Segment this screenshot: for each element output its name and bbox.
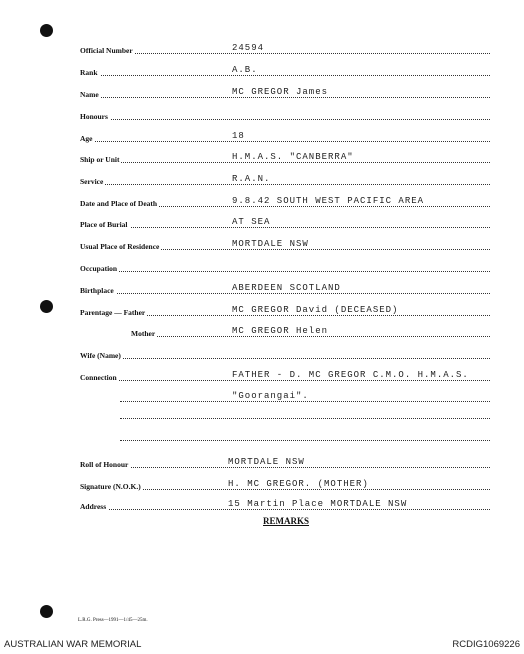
connection-blank-line-1: [120, 417, 490, 419]
birthplace-value: ABERDEEN SCOTLAND: [232, 283, 341, 293]
birthplace-label: Birthplace: [80, 286, 114, 295]
residence-row: [80, 237, 490, 251]
occupation-row: [80, 259, 490, 273]
connection-row: [80, 368, 490, 382]
name-value: MC GREGOR James: [232, 87, 329, 97]
ship-label: Ship or Unit: [80, 155, 120, 164]
connection-row-2: [120, 389, 490, 403]
connection-value: FATHER - D. MC GREGOR C.M.O. H.M.A.S.: [232, 370, 469, 380]
burial-row: [80, 215, 490, 229]
name-label: Name: [80, 90, 99, 99]
punch-hole-top: [40, 24, 53, 37]
official-number-label: Official Number: [80, 46, 133, 55]
official-number-value: 24594: [232, 43, 265, 53]
service-value: R.A.N.: [232, 174, 271, 184]
birthplace-row: [80, 281, 490, 295]
roll-label: Roll of Honour: [80, 460, 129, 469]
wife-row: [80, 346, 490, 360]
roll-value: MORTDALE NSW: [228, 457, 305, 467]
signature-value: H. MC GREGOR. (MOTHER): [228, 479, 369, 489]
rank-row: [80, 63, 490, 77]
occupation-label: Occupation: [80, 264, 118, 273]
burial-value: AT SEA: [232, 217, 271, 227]
rank-value: A.B.: [232, 65, 258, 75]
ship-row: [80, 150, 490, 164]
wife-label: Wife (Name): [80, 351, 121, 360]
punch-hole-middle: [40, 300, 53, 313]
punch-hole-bottom: [40, 605, 53, 618]
connection-blank-line-2: [120, 439, 490, 441]
ship-value: H.M.A.S. "CANBERRA": [232, 152, 354, 162]
address-value: 15 Martin Place MORTDALE NSW: [228, 499, 408, 509]
residence-label: Usual Place of Residence: [80, 242, 160, 251]
honours-label: Honours: [80, 112, 108, 121]
signature-row: [80, 477, 490, 491]
rank-label: Rank: [80, 68, 98, 77]
father-row: [80, 303, 490, 317]
roll-row: [80, 455, 490, 469]
death-value: 9.8.42 SOUTH WEST PACIFIC AREA: [232, 196, 425, 206]
address-label: Address: [80, 502, 107, 511]
name-row: [80, 85, 490, 99]
signature-label: Signature (N.O.K.): [80, 482, 141, 491]
age-value: 18: [232, 131, 245, 141]
footer-left: AUSTRALIAN WAR MEMORIAL: [4, 639, 142, 650]
connection-label: Connection: [80, 373, 117, 382]
age-row: [80, 129, 490, 143]
mother-value: MC GREGOR Helen: [232, 326, 329, 336]
honours-row: [80, 107, 490, 121]
connection-value-2: "Goorangai".: [232, 391, 309, 401]
father-label: Parentage — Father: [80, 308, 146, 317]
mother-row: [80, 324, 490, 338]
footer-right: RCDIG1069226: [452, 639, 520, 650]
death-row: [80, 194, 490, 208]
residence-value: MORTDALE NSW: [232, 239, 309, 249]
service-row: [80, 172, 490, 186]
official-number-row: [80, 41, 490, 55]
remarks-heading: REMARKS: [263, 516, 310, 526]
printer-line: L.R.G. Press—1991—1/45—25m.: [78, 618, 148, 623]
father-value: MC GREGOR David (DECEASED): [232, 305, 399, 315]
service-label: Service: [80, 177, 104, 186]
age-label: Age: [80, 134, 93, 143]
address-row: [80, 497, 490, 511]
death-label: Date and Place of Death: [80, 199, 158, 208]
burial-label: Place of Burial: [80, 220, 128, 229]
mother-label: Mother: [131, 329, 156, 338]
